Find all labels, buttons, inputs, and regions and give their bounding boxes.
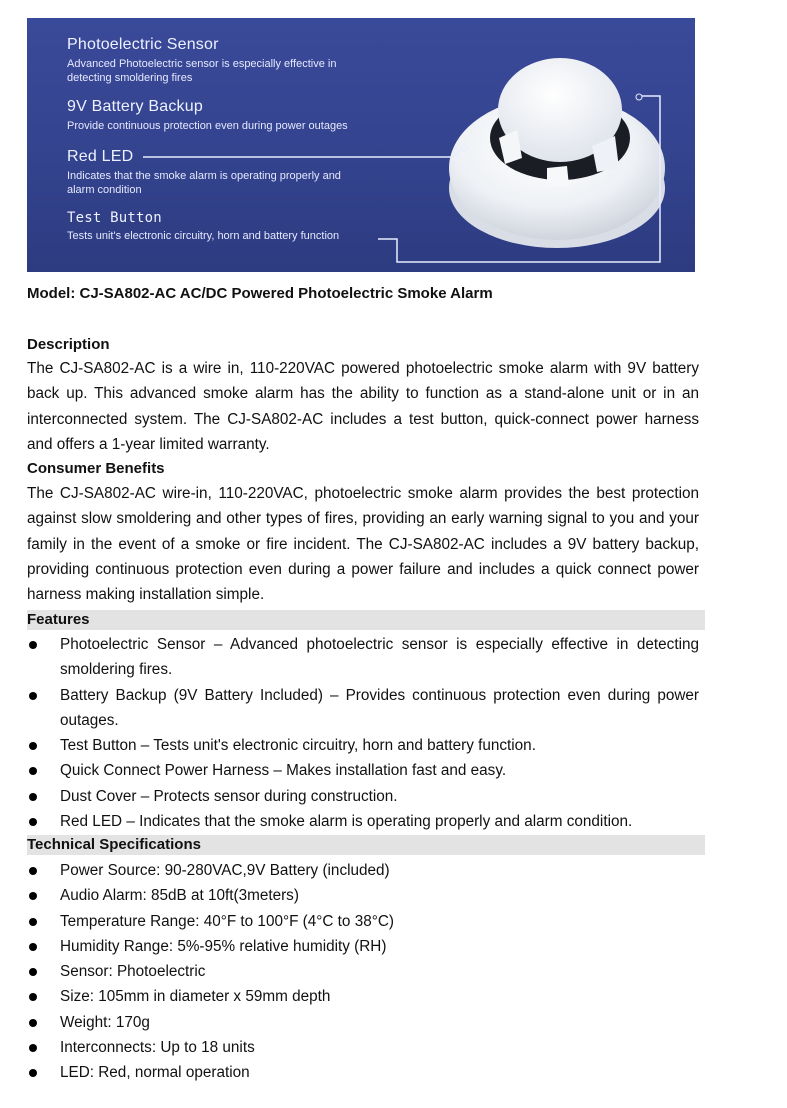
list-item (27, 683, 699, 734)
banner-item-battery (67, 98, 397, 133)
bullet-icon (29, 1069, 37, 1077)
list-item-text: Red LED – Indicates that the smoke alarm is operating properly and alarm condition. (60, 813, 633, 831)
banner-item-led (67, 148, 357, 197)
list-item-text: Interconnects: Up to 18 units (60, 1039, 255, 1057)
list-item-text: Humidity Range: 5%-95% relative humidity (RH) (60, 937, 387, 955)
list-item-text: Audio Alarm: 85dB at 10ft(3meters) (60, 887, 299, 905)
list-item (27, 1060, 699, 1085)
list-item (27, 632, 699, 683)
features-section-bar (27, 610, 705, 630)
description-heading: Description (27, 336, 110, 353)
bullet-icon (29, 867, 37, 875)
features-list (27, 632, 699, 834)
specs-section-bar (27, 835, 705, 855)
benefits-heading: Consumer Benefits (27, 460, 165, 477)
banner-text: Tests unit's electronic circuitry, horn and battery function (67, 230, 340, 242)
bullet-icon (29, 968, 37, 976)
bullet-icon (29, 742, 37, 750)
list-item (27, 909, 699, 934)
banner-heading: Red LED (67, 148, 134, 165)
list-item (27, 959, 699, 984)
list-item (27, 809, 699, 834)
banner-text: Advanced Photoelectric sensor is especially effective in detecting smoldering fires (67, 58, 337, 84)
list-item-text: Power Source: 90-280VAC,9V Battery (included) (60, 862, 390, 879)
bullet-icon (29, 892, 37, 900)
list-item (27, 733, 699, 758)
banner-text: Indicates that the smoke alarm is operating properly and alarm condition (67, 170, 341, 196)
list-item (27, 883, 699, 908)
list-item-text: Temperature Range: 40°F to 100°F (4°C to 38°C) (60, 912, 394, 930)
list-item-text: Quick Connect Power Harness – Makes installation fast and easy. (60, 762, 507, 780)
bullet-icon (29, 767, 37, 775)
list-item-text: Dust Cover – Protects sensor during construction. (60, 787, 398, 805)
bullet-icon (29, 692, 37, 700)
model-title: Model: CJ-SA802-AC AC/DC Powered Photoelectric Smoke Alarm (27, 285, 493, 302)
list-item (27, 1035, 699, 1060)
product-banner (27, 18, 695, 272)
banner-item-test (67, 210, 387, 243)
specs-list (27, 858, 699, 1086)
list-item (27, 1010, 699, 1035)
banner-heading: Test Button (67, 210, 162, 226)
banner-heading: 9V Battery Backup (67, 98, 203, 115)
specs-heading: Technical Specifications (27, 836, 201, 853)
bullet-icon (29, 641, 37, 649)
bullet-icon (29, 793, 37, 801)
benefits-text: The CJ-SA802-AC wire-in, 110-220VAC, photoelectric smoke alarm provides the best protection against slow smoldering and other types of fires, providing an early warning signal to you and your family in the event of a smoke or fire incident. The CJ-SA802-AC includes a 9V battery backup, providing continuous protection even during a power failure and includes a quick connect power harness making installation simple. (27, 485, 699, 604)
description-text: The CJ-SA802-AC is a wire in, 110-220VAC powered photoelectric smoke alarm with 9V battery back up. This advanced smoke alarm has the ability to function as a stand-alone unit or in an interconnected system. The CJ-SA802-AC includes a test button, quick-connect power harness and offers a 1-year limited warranty. (27, 360, 699, 453)
list-item-text: Weight: 170g (60, 1013, 150, 1031)
list-item (27, 758, 699, 783)
list-item (27, 784, 699, 809)
list-item-text: Battery Backup (9V Battery Included) – Provides continuous protection even during power outages. (60, 686, 699, 729)
bullet-icon (29, 1019, 37, 1027)
bullet-icon (29, 818, 37, 826)
bullet-icon (29, 993, 37, 1001)
list-item (27, 984, 699, 1009)
bullet-icon (29, 1044, 37, 1052)
list-item-text: Photoelectric Sensor – Advanced photoelectric sensor is especially effective in detecting smoldering fires. (60, 636, 699, 679)
banner-text: Provide continuous protection even during power outages (67, 120, 348, 132)
list-item (27, 858, 699, 883)
bullet-icon (29, 943, 37, 951)
list-item (27, 934, 699, 959)
list-item-text: LED: Red, normal operation (60, 1064, 250, 1082)
list-item-text: Sensor: Photoelectric (60, 963, 206, 981)
list-item-text: Test Button – Tests unit's electronic circuitry, horn and battery function. (60, 737, 536, 755)
list-item-text: Size: 105mm in diameter x 59mm depth (60, 988, 331, 1006)
banner-item-sensor (67, 36, 377, 85)
features-heading: Features (27, 611, 90, 628)
banner-heading: Photoelectric Sensor (67, 36, 219, 53)
bullet-icon (29, 918, 37, 926)
